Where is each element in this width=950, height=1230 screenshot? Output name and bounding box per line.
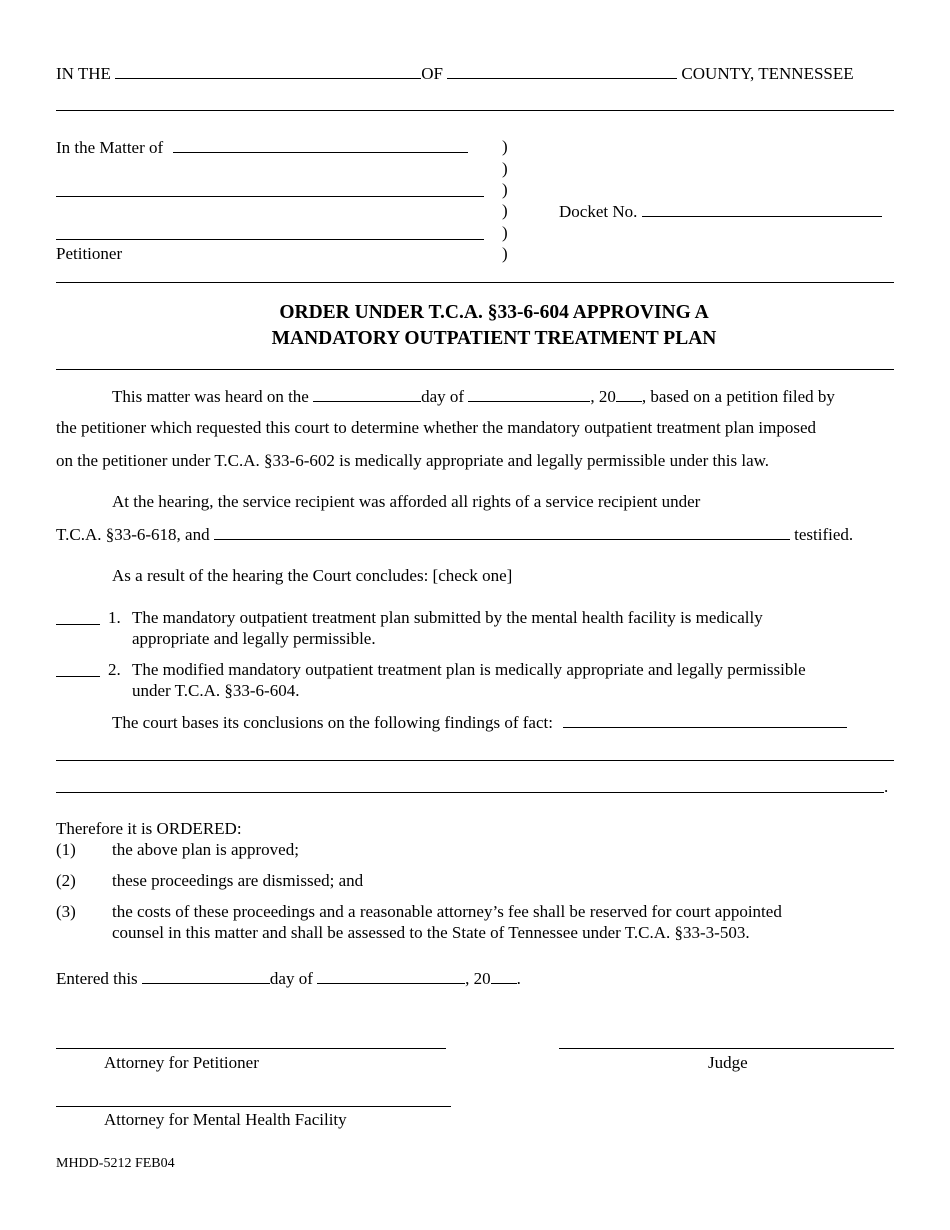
order-item-text-continued: counsel in this matter and shall be assessed to the State of Tennessee under T.C.A. §33-3-503. [112,923,750,942]
in-the-matter-of-label: In the Matter of [56,138,164,157]
option-2-line-2: under T.C.A. §33-6-604. [132,681,300,700]
county-name-field[interactable] [447,63,677,79]
p1-text-c: , 20 [590,387,616,406]
p1-text-b: day of [421,387,465,406]
title-line-2: MANDATORY OUTPATIENT TREATMENT PLAN [271,328,717,349]
order-item-number: (2) [56,871,76,890]
entered-period: . [516,969,521,988]
conclusion-instruction: As a result of the hearing the Court concludes: [check one] [112,566,513,585]
entered-label: Entered this [56,969,138,988]
docket-no-label: Docket No. [559,202,638,221]
court-name-field[interactable] [115,63,421,79]
divider [56,369,894,370]
hearing-year-field[interactable] [616,386,642,402]
title-line-1: ORDER UNDER T.C.A. §33-6-604 APPROVING A [279,302,709,323]
p1-line-2: the petitioner which requested this court to determine whether the mandatory outpatient treatment plan imposed [56,418,817,437]
entered-day-field[interactable] [142,968,270,984]
docket-no-field[interactable] [642,201,882,217]
judge-signature-line[interactable] [559,1048,894,1049]
order-heading: Therefore it is ORDERED: [56,819,242,838]
order-item-text: these proceedings are dismissed; and [112,871,364,890]
entered-year-prefix: , 20 [465,969,491,988]
divider [56,110,894,111]
p1-line-3: on the petitioner under T.C.A. §33-6-602 is medically appropriate and legally permissible under this law. [56,451,770,470]
option-2-line-1: The modified mandatory outpatient treatment plan is medically appropriate and legally permissible [132,660,806,679]
document-title [56,300,932,352]
in-the-label: IN THE [56,64,111,83]
caption-paren: ) [502,244,508,263]
matter-name-field-2[interactable] [56,196,484,197]
attorney-petitioner-signature-line[interactable] [56,1048,446,1049]
option-1-line-1: The mandatory outpatient treatment plan submitted by the mental health facility is medically [132,608,763,627]
divider [56,282,894,283]
attorney-facility-signature-line[interactable] [56,1106,451,1107]
p2-text-a: T.C.A. §33-6-618, and [56,525,210,544]
option-1-checkbox[interactable] [56,624,100,625]
of-label: OF [421,64,443,83]
entered-month-field[interactable] [317,968,465,984]
entered-line [56,968,521,989]
caption-paren: ) [502,201,508,220]
caption-paren: ) [502,137,508,156]
attorney-petitioner-label: Attorney for Petitioner [104,1053,259,1072]
attorney-facility-label: Attorney for Mental Health Facility [104,1110,347,1129]
testified-line [56,524,853,545]
hearing-month-field[interactable] [468,386,590,402]
matter-name-field-1[interactable] [173,137,468,153]
findings-period: . [884,777,889,796]
court-header [56,63,854,84]
p1-text-a: This matter was heard on the [112,387,309,406]
entered-year-field[interactable] [491,968,517,984]
hearing-day-field[interactable] [313,386,421,402]
county-state-label: COUNTY, TENNESSEE [681,64,854,83]
option-1-line-2: appropriate and legally permissible. [132,629,376,648]
judge-label: Judge [708,1053,748,1072]
p2-text-b: testified. [794,525,854,544]
testified-names-field[interactable] [214,524,790,540]
findings-label: The court bases its conclusions on the following findings of fact: [112,713,553,732]
order-item-number: (1) [56,840,76,859]
findings-field-1[interactable] [563,712,847,728]
order-item-number: (3) [56,902,76,921]
form-id: MHDD-5212 FEB04 [56,1156,175,1171]
docket-number [559,201,882,222]
findings-line [112,712,847,733]
findings-field-2[interactable] [56,760,894,761]
entered-day-of-label: day of [269,969,313,988]
option-2-number: 2. [108,660,121,679]
p2-line-1: At the hearing, the service recipient was afforded all rights of a service recipient under [112,492,701,511]
option-2-checkbox[interactable] [56,676,100,677]
caption-paren: ) [502,223,508,242]
petitioner-label: Petitioner [56,244,123,263]
caption-paren: ) [502,159,508,178]
findings-field-3[interactable] [56,792,884,793]
in-the-matter-of [56,137,468,158]
order-item-text: the above plan is approved; [112,840,299,859]
caption-paren: ) [502,180,508,199]
p1-text-d: , based on a petition filed by [641,387,835,406]
hearing-date-line [112,386,835,407]
order-item-text: the costs of these proceedings and a reasonable attorney’s fee shall be reserved for court appointed [112,902,782,921]
option-1-number: 1. [108,608,121,627]
matter-name-field-3[interactable] [56,239,484,240]
